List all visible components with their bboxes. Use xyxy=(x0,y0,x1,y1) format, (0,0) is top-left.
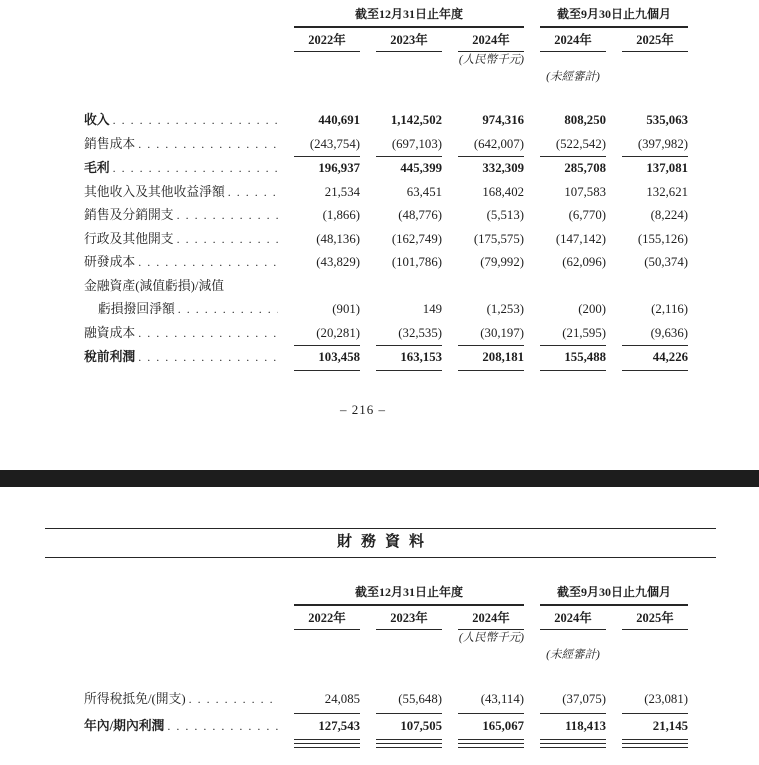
dot-leader xyxy=(178,298,278,322)
header-spacer xyxy=(84,6,278,28)
row-label: 年內/期內利潤 xyxy=(84,718,165,733)
cell-2023: 107,505 xyxy=(376,714,442,741)
unaudited-note: (未經審計) xyxy=(546,71,600,83)
row-label: 虧損撥回淨額 xyxy=(98,302,175,316)
tax-and-profit-table xyxy=(84,584,688,748)
cell-2023: (32,535) xyxy=(376,322,442,347)
cell-2025-9m: 44,226 xyxy=(622,346,688,371)
cell-2024-9m: (6,770) xyxy=(568,208,606,222)
cell-2025-9m: (2,116) xyxy=(651,302,688,316)
cell-2024-9m: (21,595) xyxy=(540,322,606,347)
row-label: 研發成本 xyxy=(84,255,136,269)
row-label: 金融資產(減值虧損)/減值 xyxy=(84,278,225,293)
cell-2025-9m: (9,636) xyxy=(622,322,688,347)
cell-2023: 445,399 xyxy=(400,161,442,175)
cell-2024-9m: (62,096) xyxy=(562,255,606,269)
unaudited-note: (未經審計) xyxy=(546,649,600,661)
double-rule xyxy=(458,743,524,748)
header-group-year-ended: 截至12月31日止年度 xyxy=(294,584,524,606)
table-row-income-tax xyxy=(84,687,688,714)
cell-2022: 103,458 xyxy=(294,346,360,371)
cell-2024: 168,402 xyxy=(482,184,524,199)
cell-2023: 149 xyxy=(422,302,442,316)
header-group-nine-months: 截至9月30日止九個月 xyxy=(540,584,688,606)
table-row-other-income xyxy=(84,181,688,205)
header-year-2023: 2023年 xyxy=(376,610,442,630)
header-year-2024: 2024年 xyxy=(458,32,524,52)
cell-2023: (697,103) xyxy=(376,133,442,158)
section-title: 財務資料 xyxy=(45,528,716,558)
table-header-currency-row xyxy=(84,52,688,69)
cell-2022: (48,136) xyxy=(316,231,360,246)
cell-2024-9m: 285,708 xyxy=(564,161,606,175)
cell-2022: 127,543 xyxy=(294,714,360,741)
cell-2024: (30,197) xyxy=(458,322,524,347)
table-header-group-row xyxy=(84,584,688,606)
header-group-nine-months: 截至9月30日止九個月 xyxy=(540,6,688,28)
row-label: 稅前利潤 xyxy=(84,350,136,364)
cell-2022: 24,085 xyxy=(294,687,360,714)
cell-2022: 440,691 xyxy=(318,113,360,127)
cell-2024: 208,181 xyxy=(458,346,524,371)
cell-2022: (43,829) xyxy=(316,255,360,269)
cell-2025-9m: (155,126) xyxy=(637,231,688,246)
cell-2022: (1,866) xyxy=(322,208,360,222)
cell-2023: (48,776) xyxy=(398,208,442,222)
dot-leader xyxy=(138,322,278,346)
currency-note: (人民幣千元) xyxy=(458,632,524,644)
double-rule xyxy=(376,743,442,748)
cell-2024-9m: 155,488 xyxy=(540,346,606,371)
table-body xyxy=(84,109,688,371)
double-rule xyxy=(622,743,688,748)
cell-2025-9m: 21,145 xyxy=(622,714,688,741)
cell-2025-9m: (8,224) xyxy=(650,208,688,222)
dot-leader xyxy=(138,346,278,370)
row-label: 其他收入及其他收益淨額 xyxy=(84,184,225,199)
cell-2023: (55,648) xyxy=(376,687,442,714)
cell-2023: (101,786) xyxy=(391,255,442,269)
table-row-cost-of-sales xyxy=(84,133,688,158)
dot-leader xyxy=(189,687,278,713)
dot-leader xyxy=(228,181,278,205)
table-row-gross-profit xyxy=(84,157,688,181)
header-year-2024-9m: 2024年 xyxy=(540,610,606,630)
cell-2024: (175,575) xyxy=(473,231,524,246)
table-row-admin-expenses xyxy=(84,228,688,252)
cell-2024-9m: (522,542) xyxy=(540,133,606,158)
cell-2025-9m: 535,063 xyxy=(646,113,688,127)
cell-2024: 332,309 xyxy=(482,161,524,175)
cell-2024-9m: 107,583 xyxy=(564,184,606,199)
cell-2025-9m: (50,374) xyxy=(644,255,688,269)
header-spacer xyxy=(84,584,278,606)
currency-note: (人民幣千元) xyxy=(458,54,524,66)
page-number: – 216 – xyxy=(340,402,386,417)
row-label: 行政及其他開支 xyxy=(84,231,174,246)
table-row-finance-costs xyxy=(84,322,688,347)
cell-2023: 1,142,502 xyxy=(390,113,442,127)
table-header-unaudited-row xyxy=(84,69,688,88)
row-label: 收入 xyxy=(84,113,110,127)
header-year-2024: 2024年 xyxy=(458,610,524,630)
cell-2024-9m: 118,413 xyxy=(540,714,606,741)
row-label: 銷售成本 xyxy=(84,136,136,151)
table-row-profit-before-tax xyxy=(84,346,688,371)
double-rule xyxy=(540,743,606,748)
dot-leader xyxy=(138,251,278,275)
row-label: 毛利 xyxy=(84,161,110,175)
dot-leader xyxy=(138,133,278,157)
cell-2024: 974,316 xyxy=(482,113,524,127)
cell-2022: (20,281) xyxy=(294,322,360,347)
cell-2022: 196,937 xyxy=(318,161,360,175)
table-header-year-row xyxy=(84,610,688,630)
table-body xyxy=(84,687,688,748)
table-header-group-row xyxy=(84,6,688,28)
cell-2024: (5,513) xyxy=(486,208,524,222)
table-row-revenue xyxy=(84,109,688,133)
cell-2022: (243,754) xyxy=(294,133,360,158)
total-double-rule-row xyxy=(84,743,688,748)
table-row-rd-costs xyxy=(84,251,688,275)
cell-2023: 63,451 xyxy=(406,184,442,199)
row-label: 融資成本 xyxy=(84,325,136,340)
cell-2022: (901) xyxy=(332,302,360,316)
cell-2025-9m: 132,621 xyxy=(646,184,688,199)
header-year-2022: 2022年 xyxy=(294,610,360,630)
cell-2024: (642,007) xyxy=(458,133,524,158)
cell-2024: (79,992) xyxy=(480,255,524,269)
cell-2025-9m: (23,081) xyxy=(622,687,688,714)
cell-2024-9m: (147,142) xyxy=(555,231,606,246)
cell-2024-9m: (200) xyxy=(578,302,606,316)
cell-2023: 163,153 xyxy=(376,346,442,371)
row-label: 所得稅抵免/(開支) xyxy=(84,692,186,706)
table-header-unaudited-row xyxy=(84,647,688,666)
table-row-selling-expenses xyxy=(84,204,688,228)
dot-leader xyxy=(177,204,278,228)
dot-leader xyxy=(177,228,278,252)
cell-2024: 165,067 xyxy=(458,714,524,741)
dot-leader xyxy=(113,109,278,133)
row-label: 銷售及分銷開支 xyxy=(84,208,174,222)
cell-2023: (162,749) xyxy=(391,231,442,246)
income-statement-table xyxy=(84,6,688,371)
cell-2024-9m: (37,075) xyxy=(540,687,606,714)
header-year-2022: 2022年 xyxy=(294,32,360,52)
header-group-year-ended: 截至12月31日止年度 xyxy=(294,6,524,28)
cell-2024-9m: 808,250 xyxy=(564,113,606,127)
dot-leader xyxy=(113,157,278,181)
table-row-profit-for-period xyxy=(84,714,688,741)
header-year-2024-9m: 2024年 xyxy=(540,32,606,52)
header-year-2023: 2023年 xyxy=(376,32,442,52)
table-row-impairment-line1 xyxy=(84,275,688,299)
cell-2024: (43,114) xyxy=(458,687,524,714)
header-year-2025-9m: 2025年 xyxy=(622,610,688,630)
table-header-year-row xyxy=(84,32,688,52)
cell-2025-9m: 137,081 xyxy=(646,161,688,175)
table-header-currency-row xyxy=(84,630,688,647)
table-row-impairment-line2 xyxy=(84,298,688,322)
double-rule xyxy=(294,743,360,748)
dot-leader xyxy=(167,714,278,740)
cell-2022: 21,534 xyxy=(324,184,360,199)
cell-2025-9m: (397,982) xyxy=(622,133,688,158)
page-divider-bar xyxy=(0,470,759,487)
cell-2024: (1,253) xyxy=(486,302,524,316)
header-year-2025-9m: 2025年 xyxy=(622,32,688,52)
